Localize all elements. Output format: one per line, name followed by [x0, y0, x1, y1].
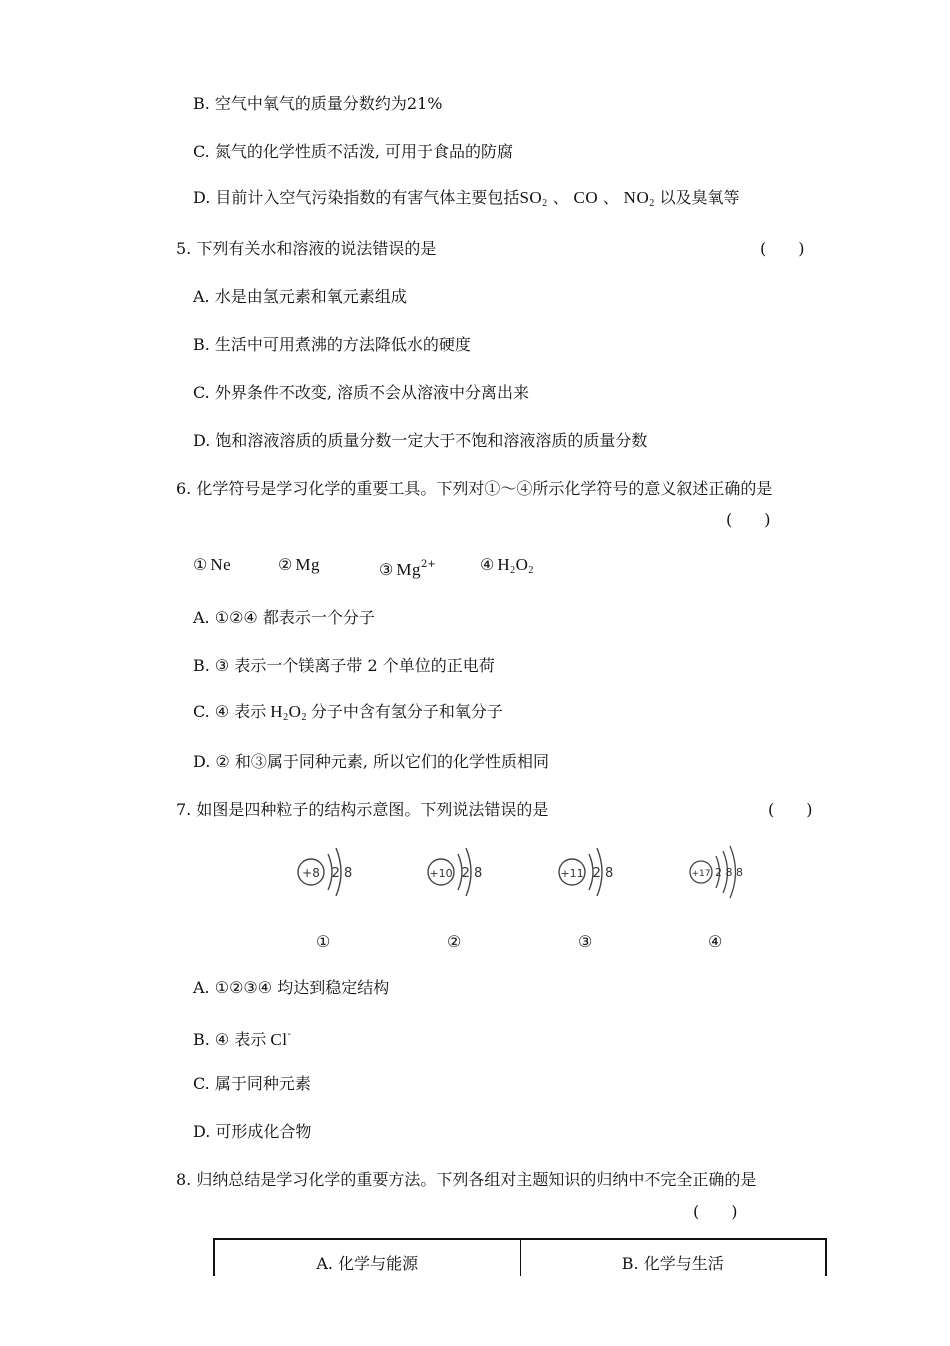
electron-shells: 2 8 [331, 866, 353, 881]
q6-symbol-1: ① Ne [193, 555, 232, 574]
table-header-a: A. 化学与能源 [316, 1254, 419, 1273]
atom-diagram-4 [688, 840, 752, 900]
atom-diagram-3 [557, 840, 621, 900]
separator: 、 [552, 188, 569, 207]
table-header-b: B. 化学与生活 [520, 1240, 826, 1276]
q8-stem: 8. 归纳总结是学习化学的重要方法。下列各组对主题知识的归纳中不完全正确的是 [176, 1170, 757, 1189]
q4-option-d [193, 188, 740, 214]
atom-diagram-1 [296, 840, 360, 900]
q7-option-b: B. ④ 表示 Cl- [193, 1029, 291, 1049]
q5-answer-paren: ( ) [760, 239, 805, 258]
q8-table [213, 1238, 827, 1276]
q4-option-c: C. 氮气的化学性质不活泼, 可用于食品的防腐 [193, 142, 514, 161]
q8-answer-paren: ( ) [693, 1202, 738, 1221]
atom-label-3: ③ [578, 932, 593, 951]
q7-answer-paren: ( ) [768, 800, 813, 819]
q6-option-c: C. ④ 表示 $H_2O_2$ 分子中含有氢分子和氧分子 [193, 702, 503, 723]
q4-option-b: B. 空气中氧气的质量分数约为21% [193, 94, 443, 113]
electron-shells: 2 8 [592, 866, 614, 881]
electron-shells: 2 8 [461, 866, 483, 881]
q6-option-d: D. ② 和③属于同种元素, 所以它们的化学性质相同 [193, 752, 550, 771]
formula-cl-ion: Cl [270, 1030, 288, 1049]
q5-option-d: D. 饱和溶液溶质的质量分数一定大于不饱和溶液溶质的质量分数 [193, 431, 648, 450]
q6-option-a: A. ①②④ 都表示一个分子 [193, 608, 375, 627]
separator: 、 [602, 188, 619, 207]
q5-option-b: B. 生活中可用煮沸的方法降低水的硬度 [193, 335, 471, 354]
formula-h2o2: $H_2O_2$ [270, 702, 307, 723]
q7-option-d: D. 可形成化合物 [193, 1122, 312, 1141]
atom-label-4: ④ [708, 932, 723, 951]
q6-symbol-2: ② Mg [278, 555, 320, 574]
q5-option-a: A. 水是由氢元素和氧元素组成 [193, 287, 407, 306]
nucleus-charge: +11 [560, 867, 584, 880]
q7-option-c: C. 属于同种元素 [193, 1074, 311, 1093]
formula-h2o2: $H_2O_2$ [497, 555, 534, 576]
formula-co: CO [568, 188, 603, 207]
nucleus-charge: +17 [691, 869, 711, 879]
q6-stem: 6. 化学符号是学习化学的重要工具。下列对①～④所示化学符号的意义叙述正确的是 [176, 479, 773, 498]
electron-shells: 2 8 8 [715, 866, 743, 879]
q4-option-d-suffix: 以及臭氧等 [659, 188, 740, 207]
formula-no2: $NO_2$ [618, 188, 655, 209]
atom-label-2: ② [447, 932, 462, 951]
q7-option-a: A. ①②③④ 均达到稳定结构 [193, 978, 390, 997]
atom-diagram-2 [426, 840, 490, 900]
q4-option-d-prefix: D. 目前计入空气污染指数的有害气体主要包括 [193, 188, 520, 207]
q6-answer-paren: ( ) [726, 510, 771, 529]
atom-label-1: ① [316, 932, 331, 951]
q5-option-c: C. 外界条件不改变, 溶质不会从溶液中分离出来 [193, 383, 530, 402]
q6-symbol-4: ④ $H_2O_2$ [480, 555, 534, 576]
nucleus-charge: +8 [302, 866, 320, 880]
nucleus-charge: +10 [429, 867, 453, 880]
q5-stem: 5. 下列有关水和溶液的说法错误的是 [176, 239, 437, 258]
formula-so2: $SO_2$ [519, 188, 548, 209]
q7-stem: 7. 如图是四种粒子的结构示意图。下列说法错误的是 [176, 800, 549, 819]
q6-symbol-3: ③ $Mg^{2+}$ [379, 559, 436, 579]
q6-option-b: B. ③ 表示一个镁离子带 2 个单位的正电荷 [193, 656, 495, 675]
